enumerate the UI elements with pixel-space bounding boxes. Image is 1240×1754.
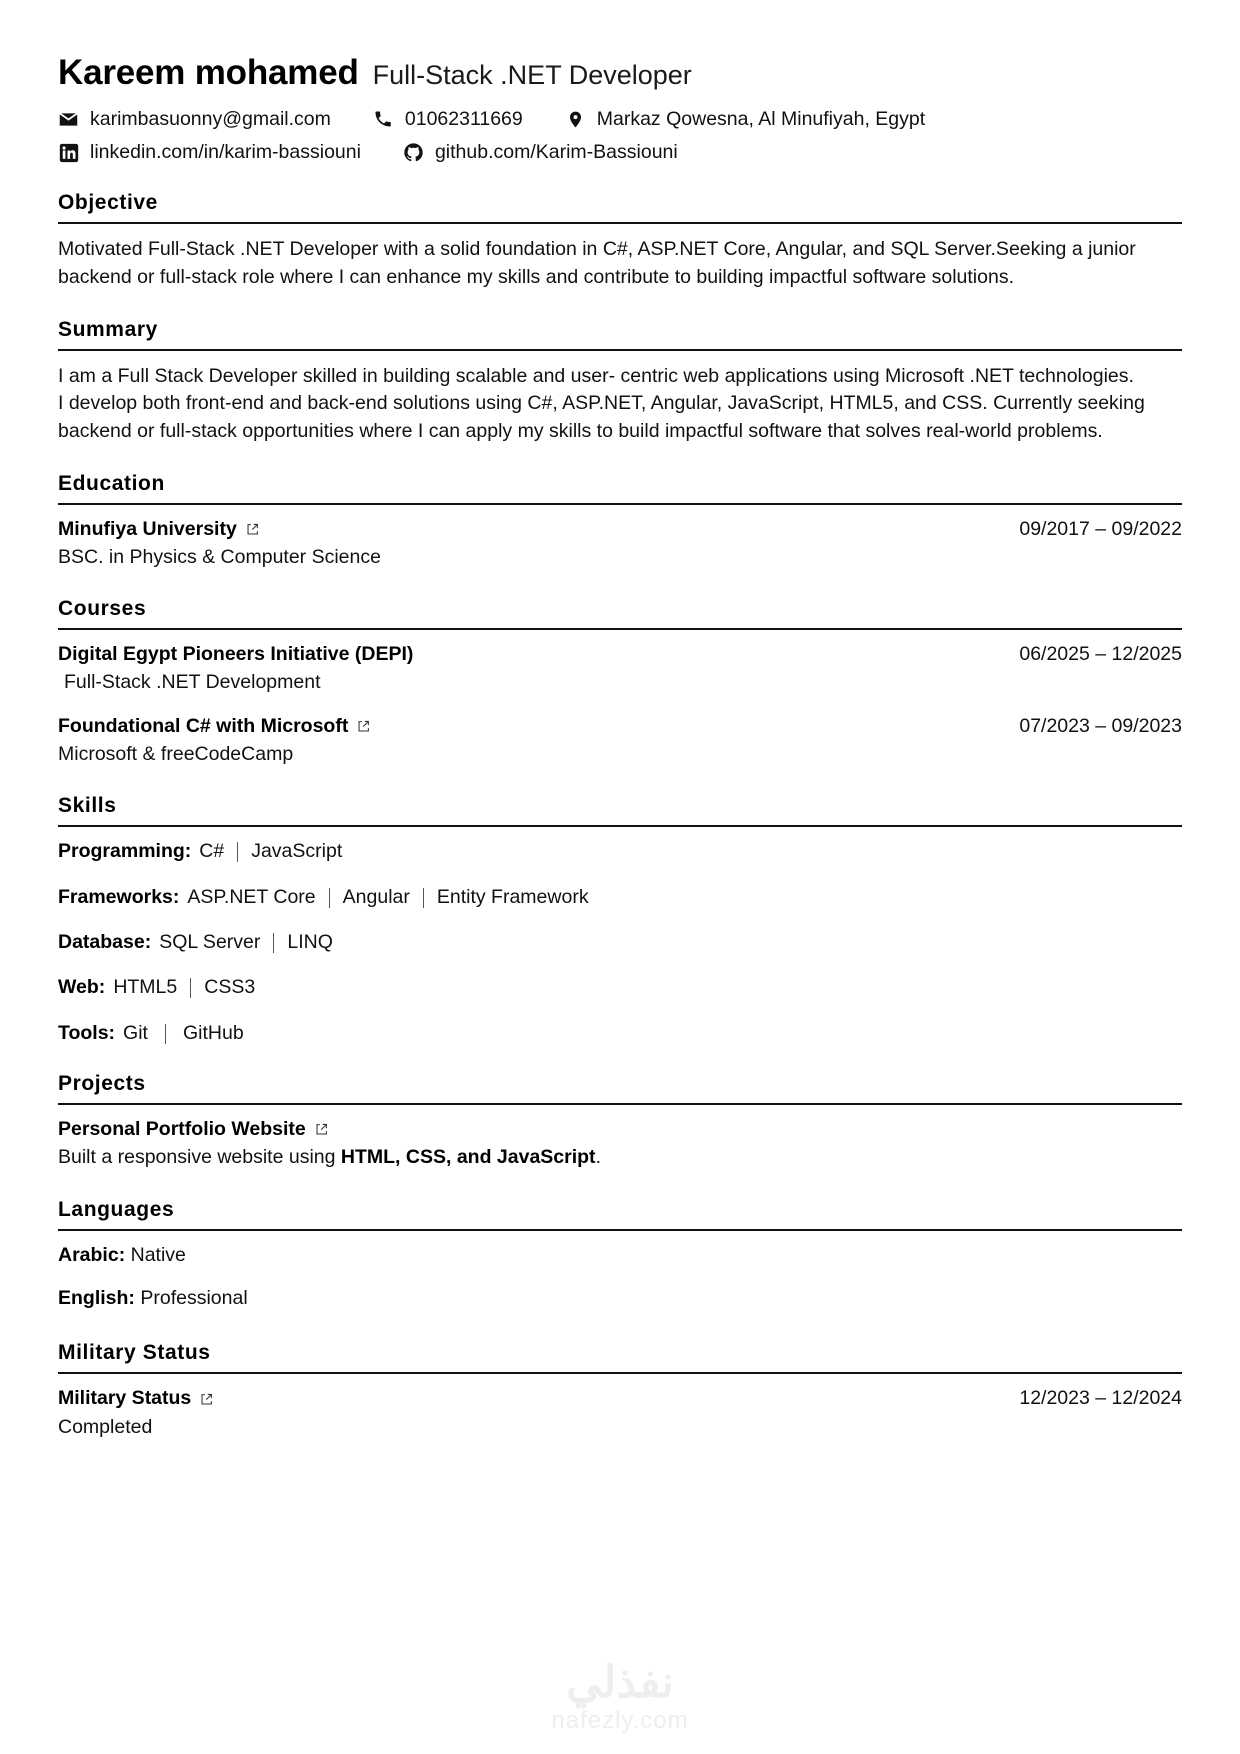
project-description-tech: HTML, CSS, and JavaScript <box>340 1146 596 1169</box>
section-heading-languages: Languages <box>58 1198 1182 1231</box>
education-date: 09/2017 – 09/2022 <box>1019 517 1182 540</box>
military-date: 12/2023 – 12/2024 <box>1019 1387 1182 1410</box>
military-title <box>58 1386 213 1411</box>
candidate-job-title: Full-Stack .NET Developer <box>372 60 692 90</box>
summary-paragraph: I am a Full Stack Developer skilled in building scalable and user- centric web applications using Microsoft .NET technologies. <box>58 364 1134 387</box>
section-heading-education: Education <box>58 472 1182 505</box>
section-military-status <box>58 1341 1182 1440</box>
section-heading-summary: Summary <box>58 318 1182 351</box>
external-link-icon[interactable] <box>357 720 370 733</box>
contact-email[interactable] <box>58 107 331 132</box>
education-degree: BSC. in Physics & Computer Science <box>58 545 381 568</box>
skill-value: SQL Server <box>159 931 261 954</box>
military-status-value: Completed <box>58 1415 153 1438</box>
skill-separator <box>273 933 274 953</box>
contact-row-primary <box>58 107 1182 132</box>
phone-icon <box>373 109 394 130</box>
skill-label: Web: <box>58 976 106 999</box>
contact-github-text: github.com/Karim-Bassiouni <box>434 140 678 163</box>
location-pin-icon <box>565 109 586 130</box>
section-objective <box>58 191 1182 291</box>
contact-github[interactable] <box>403 140 678 165</box>
contact-location-text: Markaz Qowesna, Al Minufiyah, Egypt <box>596 107 926 130</box>
military-entry-header <box>58 1386 1182 1411</box>
linkedin-icon <box>58 142 79 163</box>
section-heading-projects: Projects <box>58 1072 1182 1105</box>
section-summary <box>58 318 1182 446</box>
skill-value: HTML5 <box>113 976 178 999</box>
section-heading-courses: Courses <box>58 597 1182 630</box>
skill-separator <box>237 842 238 862</box>
contact-linkedin[interactable] <box>58 140 361 165</box>
external-link-icon[interactable] <box>246 523 259 536</box>
external-link-icon[interactable] <box>200 1393 213 1406</box>
course-name-text: Foundational C# with Microsoft <box>58 715 349 738</box>
skill-label: Programming: <box>58 840 192 863</box>
contact-linkedin-text: linkedin.com/in/karim-bassiouni <box>90 140 361 163</box>
course-entry-header <box>58 714 1182 739</box>
section-heading-military-status: Military Status <box>58 1341 1182 1374</box>
language-label: English: <box>58 1287 135 1310</box>
watermark <box>0 1658 1240 1736</box>
external-link-icon[interactable] <box>315 1123 328 1136</box>
language-row-english <box>58 1286 1182 1311</box>
section-languages <box>58 1198 1182 1312</box>
course-date: 07/2023 – 09/2023 <box>1019 715 1182 738</box>
name-title-line <box>58 54 1182 93</box>
course-subtitle: Microsoft & freeCodeCamp <box>58 743 294 766</box>
skill-value: Entity Framework <box>436 885 589 908</box>
skill-separator <box>329 888 330 908</box>
military-entry <box>58 1386 1182 1440</box>
skill-separator <box>165 1024 166 1044</box>
education-institution <box>58 517 259 542</box>
skill-label: Database: <box>58 931 152 954</box>
contact-row-secondary <box>58 140 1182 165</box>
skill-row-frameworks <box>58 885 1182 910</box>
language-level: Professional <box>140 1287 248 1310</box>
skill-row-database <box>58 930 1182 955</box>
skill-value: GitHub <box>182 1021 244 1044</box>
skill-row-web <box>58 975 1182 1000</box>
contact-email-text: karimbasuonny@gmail.com <box>90 107 331 130</box>
education-entry-header <box>58 517 1182 542</box>
github-icon <box>403 142 424 163</box>
skill-separator <box>423 888 424 908</box>
skill-value: LINQ <box>287 931 333 954</box>
project-name-text: Personal Portfolio Website <box>58 1118 306 1141</box>
course-entry <box>58 714 1182 768</box>
project-entry-header <box>58 1117 1182 1142</box>
skill-row-tools <box>58 1021 1182 1046</box>
course-name <box>58 714 370 739</box>
skill-label: Frameworks: <box>58 885 180 908</box>
skill-label: Tools: <box>58 1021 116 1044</box>
contact-phone-text: 01062311669 <box>404 107 523 130</box>
course-entry <box>58 642 1182 696</box>
skill-value: ASP.NET Core <box>187 885 316 908</box>
skill-value: Git <box>123 1021 148 1044</box>
course-name <box>58 642 413 667</box>
resume-header <box>58 42 1182 165</box>
education-institution-text: Minufiya University <box>58 517 237 540</box>
watermark-latin-text: nafezly.com <box>551 1707 689 1735</box>
candidate-name: Kareem mohamed <box>58 53 359 92</box>
watermark-arabic-text: نفذلي <box>566 1658 674 1708</box>
course-subtitle: Full-Stack .NET Development <box>64 671 321 694</box>
skill-value: C# <box>199 840 225 863</box>
contact-phone[interactable] <box>373 107 523 132</box>
military-title-text: Military Status <box>58 1387 192 1410</box>
section-skills <box>58 794 1182 1046</box>
skill-value: Angular <box>342 885 410 908</box>
summary-paragraph: I develop both front-end and back-end solutions using C#, ASP.NET, Angular, JavaScript, HTML5, and CSS. Currently seeking backend or full-stack opportunities where I can apply my skills to build impactful software that solves real-world problems. <box>58 392 1145 442</box>
skill-separator <box>190 978 191 998</box>
contact-location <box>565 107 925 132</box>
project-name <box>58 1117 328 1142</box>
language-level: Native <box>130 1243 186 1266</box>
course-date: 06/2025 – 12/2025 <box>1019 642 1182 665</box>
language-label: Arabic: <box>58 1243 126 1266</box>
course-name-text: Digital Egypt Pioneers Initiative (DEPI) <box>58 642 414 665</box>
section-heading-objective: Objective <box>58 191 1182 224</box>
skill-value: JavaScript <box>251 840 343 863</box>
language-row-arabic <box>58 1243 1182 1268</box>
email-icon <box>58 109 79 130</box>
section-courses <box>58 597 1182 769</box>
skill-value: CSS3 <box>204 976 256 999</box>
objective-text: Motivated Full-Stack .NET Developer with a solid foundation in C#, ASP.NET Core, Angular, and SQL Server.Seeking a junior backend or full-stack role where I can enhance my skills and contribute to building impactful software solutions. <box>58 238 1136 288</box>
project-description-prefix: Built a responsive website using <box>58 1146 341 1169</box>
project-description-suffix: . <box>595 1146 601 1169</box>
section-heading-skills: Skills <box>58 794 1182 827</box>
project-description <box>58 1144 1182 1171</box>
course-entry-header <box>58 642 1182 667</box>
education-entry <box>58 517 1182 571</box>
skill-row-programming <box>58 839 1182 864</box>
section-education <box>58 472 1182 571</box>
section-projects <box>58 1072 1182 1172</box>
project-entry <box>58 1117 1182 1172</box>
